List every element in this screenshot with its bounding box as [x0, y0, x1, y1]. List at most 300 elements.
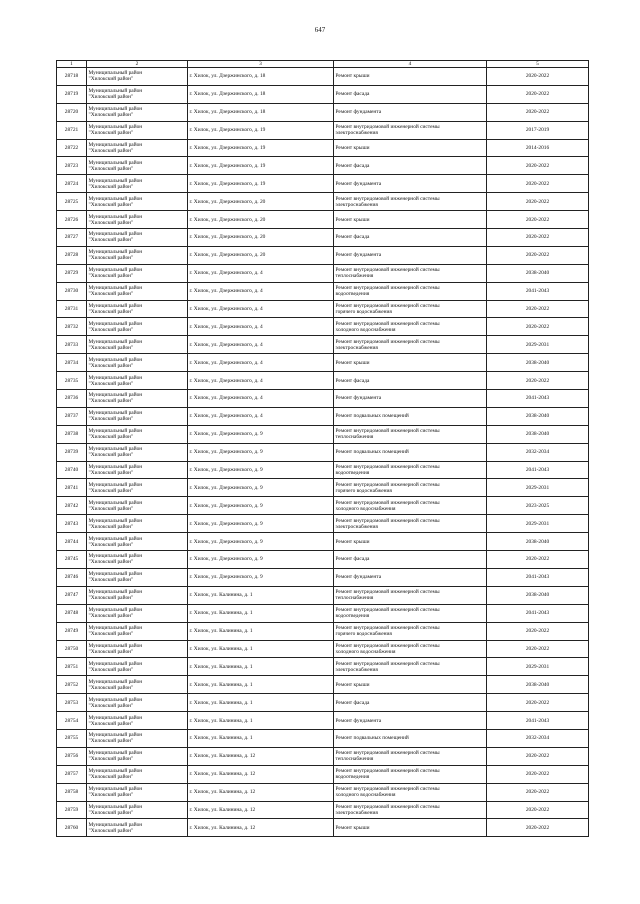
period-cell: 2038-2040: [487, 586, 589, 604]
table-row: [57, 479, 589, 497]
row-number-cell: 28731: [57, 300, 87, 318]
row-number-cell: 28729: [57, 264, 87, 282]
cell-line: Ремонт внутридомовой инженерной системы: [335, 589, 440, 596]
district-cell: [87, 282, 188, 300]
cell-line: "Хилокский район": [88, 559, 134, 566]
cell-line: Ремонт внутридомовой инженерной системы: [335, 338, 440, 345]
work-type-cell: [334, 712, 487, 730]
period-cell: 2029-2031: [487, 658, 589, 676]
table-row: [57, 193, 589, 211]
table-row: [57, 586, 589, 604]
district-cell: [87, 121, 188, 139]
cell-line: Муниципальный район: [88, 750, 143, 757]
address-cell: г. Хилок, ул. Дзержинского, д. 9: [188, 479, 334, 497]
cell-line: Ремонт крыши: [335, 538, 370, 545]
row-number-cell: 28759: [57, 801, 87, 819]
cell-line: "Хилокский район": [88, 720, 134, 727]
cell-line: Муниципальный район: [88, 88, 143, 95]
work-type-cell: [334, 282, 487, 300]
cell-line: "Хилокский район": [88, 148, 134, 154]
cell-line: Ремонт внутридомовой инженерной системы: [335, 517, 440, 524]
period-cell: 2020-2022: [487, 694, 589, 712]
table-row: [57, 85, 589, 103]
cell-line: Ремонт крыши: [335, 359, 370, 366]
cell-line: Муниципальный район: [88, 356, 143, 363]
cell-line: "Хилокский район": [88, 273, 134, 280]
period-cell: 2038-2040: [487, 264, 589, 282]
district-cell: [87, 443, 188, 461]
work-type-cell: [334, 801, 487, 819]
cell-line: "Хилокский район": [88, 452, 134, 459]
address-cell: г. Хилок, ул. Калинина, д. 12: [188, 819, 334, 837]
work-type-cell: [334, 640, 487, 658]
row-number-cell: 28722: [57, 139, 87, 157]
address-cell: г. Хилок, ул. Дзержинского, д. 20: [188, 229, 334, 247]
row-number-cell: 28719: [57, 85, 87, 103]
cell-line: "Хилокский район": [88, 165, 134, 172]
work-type-cell: [334, 443, 487, 461]
row-number-cell: 28738: [57, 425, 87, 443]
cell-line: холодного водоснабжения: [335, 648, 396, 655]
row-number-cell: 28742: [57, 497, 87, 515]
district-cell: [87, 694, 188, 712]
district-cell: [87, 819, 188, 837]
district-cell: [87, 264, 188, 282]
work-type-cell: [334, 354, 487, 372]
address-cell: г. Хилок, ул. Дзержинского, д. 9: [188, 515, 334, 533]
work-type-cell: [334, 729, 487, 747]
cell-line: Ремонт фундамента: [335, 717, 382, 724]
work-type-cell: [334, 479, 487, 497]
work-type-cell: [334, 193, 487, 211]
period-cell: 2020-2022: [487, 85, 589, 103]
cell-line: "Хилокский район": [88, 470, 134, 477]
cell-line: "Хилокский район": [88, 774, 134, 781]
work-type-cell: [334, 264, 487, 282]
district-cell: [87, 318, 188, 336]
cell-line: Ремонт внутридомовой инженерной системы: [335, 285, 440, 292]
row-number-cell: 28744: [57, 533, 87, 551]
row-number-cell: 28745: [57, 551, 87, 569]
table-row: [57, 640, 589, 658]
address-cell: г. Хилок, ул. Калинина, д. 1: [188, 658, 334, 676]
row-number-cell: 28749: [57, 622, 87, 640]
table-row: [57, 783, 589, 801]
cell-line: холодного водоснабжения: [335, 326, 396, 333]
cell-line: Муниципальный район: [88, 446, 143, 453]
period-cell: 2032-2034: [487, 443, 589, 461]
table-row: [57, 211, 589, 229]
district-cell: [87, 390, 188, 408]
row-number-cell: 28752: [57, 676, 87, 694]
period-cell: 2041-2043: [487, 390, 589, 408]
period-cell: 2020-2022: [487, 229, 589, 247]
district-cell: [87, 622, 188, 640]
cell-line: "Хилокский район": [88, 523, 134, 530]
row-number-cell: 28740: [57, 461, 87, 479]
period-cell: 2020-2022: [487, 783, 589, 801]
table-row: [57, 157, 589, 175]
district-cell: [87, 68, 188, 86]
district-cell: [87, 497, 188, 515]
district-cell: [87, 300, 188, 318]
work-type-cell: [334, 533, 487, 551]
cell-line: Муниципальный район: [88, 338, 143, 345]
address-cell: г. Хилок, ул. Дзержинского, д. 9: [188, 443, 334, 461]
address-cell: г. Хилок, ул. Дзержинского, д. 4: [188, 372, 334, 390]
address-cell: г. Хилок, ул. Дзержинского, д. 19: [188, 139, 334, 157]
cell-line: водоотведения: [335, 291, 370, 298]
district-cell: [87, 712, 188, 730]
district-cell: [87, 211, 188, 229]
cell-line: горячего водоснабжения: [335, 487, 392, 494]
district-cell: [87, 658, 188, 676]
address-cell: г. Хилок, ул. Дзержинского, д. 4: [188, 336, 334, 354]
cell-line: Ремонт крыши: [335, 216, 370, 223]
cell-line: Ремонт внутридомовой инженерной системы: [335, 499, 440, 506]
table-row: [57, 336, 589, 354]
period-cell: 2020-2022: [487, 765, 589, 783]
cell-line: Муниципальный район: [88, 106, 143, 113]
cell-line: холодного водоснабжения: [335, 505, 396, 512]
table-row: [57, 533, 589, 551]
cell-line: "Хилокский район": [88, 309, 134, 316]
table-row: [57, 658, 589, 676]
cell-line: теплоснабжения: [335, 756, 374, 763]
cell-line: Ремонт внутридомовой инженерной системы: [335, 768, 440, 775]
table-row: [57, 497, 589, 515]
cell-line: "Хилокский район": [88, 130, 134, 137]
district-cell: [87, 157, 188, 175]
cell-line: "Хилокский район": [88, 434, 134, 441]
table-row: [57, 551, 589, 569]
cell-line: Ремонт внутридомовой инженерной системы: [335, 195, 440, 202]
address-cell: г. Хилок, ул. Дзержинского, д. 19: [188, 157, 334, 175]
table-row: [57, 68, 589, 86]
row-number-cell: 28721: [57, 121, 87, 139]
row-number-cell: 28734: [57, 354, 87, 372]
cell-line: Ремонт внутридомовой инженерной системы: [335, 267, 440, 274]
work-type-cell: [334, 658, 487, 676]
cell-line: "Хилокский район": [88, 756, 134, 763]
cell-line: Муниципальный район: [88, 374, 143, 381]
cell-line: "Хилокский район": [88, 416, 134, 423]
cell-line: Муниципальный район: [88, 303, 143, 310]
address-cell: г. Хилок, ул. Калинина, д. 1: [188, 622, 334, 640]
cell-line: Муниципальный район: [88, 660, 143, 667]
district-cell: [87, 783, 188, 801]
cell-line: Ремонт крыши: [335, 73, 370, 80]
district-cell: [87, 193, 188, 211]
cell-line: Ремонт внутридомовой инженерной системы: [335, 303, 440, 310]
work-type-cell: [334, 246, 487, 264]
period-cell: 2014-2016: [487, 139, 589, 157]
cell-line: "Хилокский район": [88, 595, 134, 602]
cell-line: Муниципальный район: [88, 249, 143, 256]
period-cell: 2041-2043: [487, 604, 589, 622]
work-type-cell: [334, 407, 487, 425]
cell-line: Муниципальный район: [88, 195, 143, 202]
work-type-cell: [334, 425, 487, 443]
cell-line: Ремонт внутридомовой инженерной системы: [335, 124, 440, 131]
cell-line: Ремонт фасада: [335, 699, 370, 706]
cell-line: Муниципальный район: [88, 714, 143, 721]
address-cell: г. Хилок, ул. Калинина, д. 1: [188, 604, 334, 622]
cell-line: "Хилокский район": [88, 648, 134, 655]
cell-line: "Хилокский район": [88, 487, 134, 494]
work-type-cell: [334, 318, 487, 336]
address-cell: г. Хилок, ул. Дзержинского, д. 9: [188, 533, 334, 551]
address-cell: г. Хилок, ул. Дзержинского, д. 20: [188, 193, 334, 211]
period-cell: 2020-2022: [487, 103, 589, 121]
work-type-cell: [334, 103, 487, 121]
period-cell: 2020-2022: [487, 747, 589, 765]
cell-line: Муниципальный район: [88, 768, 143, 775]
cell-line: "Хилокский район": [88, 255, 134, 262]
cell-line: Муниципальный район: [88, 124, 143, 131]
table-row: [57, 747, 589, 765]
table-row: [57, 390, 589, 408]
cell-line: электроснабжения: [335, 344, 378, 351]
cell-line: "Хилокский район": [88, 183, 134, 190]
row-number-cell: 28751: [57, 658, 87, 676]
table-row: [57, 729, 589, 747]
address-cell: г. Хилок, ул. Дзержинского, д. 9: [188, 497, 334, 515]
row-number-cell: 28733: [57, 336, 87, 354]
address-cell: г. Хилок, ул. Дзержинского, д. 4: [188, 354, 334, 372]
period-cell: 2020-2022: [487, 551, 589, 569]
cell-line: водоотведения: [335, 470, 370, 477]
column-header: 3: [188, 61, 334, 68]
cell-line: электроснабжения: [335, 523, 378, 530]
district-cell: [87, 246, 188, 264]
work-type-cell: [334, 372, 487, 390]
work-type-cell: [334, 157, 487, 175]
period-cell: 2038-2040: [487, 407, 589, 425]
district-cell: [87, 568, 188, 586]
cell-line: "Хилокский район": [88, 398, 134, 405]
cell-line: "Хилокский район": [88, 219, 134, 226]
district-cell: [87, 676, 188, 694]
district-cell: [87, 229, 188, 247]
cell-line: "Хилокский район": [88, 201, 134, 208]
address-cell: г. Хилок, ул. Калинина, д. 1: [188, 712, 334, 730]
row-number-cell: 28724: [57, 175, 87, 193]
district-cell: [87, 551, 188, 569]
cell-line: "Хилокский район": [88, 362, 134, 369]
cell-line: Ремонт фундамента: [335, 180, 382, 187]
cell-line: Муниципальный район: [88, 213, 143, 220]
cell-line: "Хилокский район": [88, 344, 134, 351]
row-number-cell: 28746: [57, 568, 87, 586]
address-cell: г. Хилок, ул. Дзержинского, д. 9: [188, 568, 334, 586]
cell-line: водоотведения: [335, 774, 370, 781]
table-row: [57, 300, 589, 318]
cell-line: Ремонт фасада: [335, 234, 370, 241]
column-header: 2: [87, 61, 188, 68]
table-row: [57, 264, 589, 282]
work-type-cell: [334, 85, 487, 103]
work-type-cell: [334, 461, 487, 479]
cell-line: "Хилокский район": [88, 792, 134, 799]
table-row: [57, 568, 589, 586]
table-row: [57, 765, 589, 783]
row-number-cell: 28718: [57, 68, 87, 86]
row-number-cell: 28720: [57, 103, 87, 121]
work-type-cell: [334, 229, 487, 247]
period-cell: 2041-2043: [487, 712, 589, 730]
district-cell: [87, 533, 188, 551]
period-cell: 2020-2022: [487, 246, 589, 264]
district-cell: [87, 479, 188, 497]
cell-line: Ремонт фундамента: [335, 109, 382, 116]
cell-line: Муниципальный район: [88, 678, 143, 685]
cell-line: электроснабжения: [335, 130, 378, 137]
district-cell: [87, 801, 188, 819]
table-row: [57, 103, 589, 121]
cell-line: Ремонт внутридомовой инженерной системы: [335, 625, 440, 632]
cell-line: "Хилокский район": [88, 577, 134, 584]
period-cell: 2029-2031: [487, 479, 589, 497]
cell-line: Ремонт фасада: [335, 162, 370, 169]
address-cell: г. Хилок, ул. Дзержинского, д. 4: [188, 300, 334, 318]
cell-line: Ремонт подвальных помещений: [335, 449, 409, 456]
cell-line: Ремонт фасада: [335, 91, 370, 98]
work-type-cell: [334, 747, 487, 765]
row-number-cell: 28723: [57, 157, 87, 175]
address-cell: г. Хилок, ул. Калинина, д. 1: [188, 676, 334, 694]
work-type-cell: [334, 515, 487, 533]
row-number-cell: 28748: [57, 604, 87, 622]
work-type-cell: [334, 676, 487, 694]
period-cell: 2038-2040: [487, 425, 589, 443]
cell-line: Ремонт фундамента: [335, 252, 382, 259]
cell-line: теплоснабжения: [335, 273, 374, 280]
row-number-cell: 28753: [57, 694, 87, 712]
cell-line: Ремонт подвальных помещений: [335, 413, 409, 420]
work-type-cell: [334, 175, 487, 193]
cell-line: горячего водоснабжения: [335, 631, 392, 638]
row-number-cell: 28728: [57, 246, 87, 264]
cell-line: электроснабжения: [335, 201, 378, 208]
row-number-cell: 28747: [57, 586, 87, 604]
cell-line: Ремонт внутридомовой инженерной системы: [335, 786, 440, 793]
table-row: [57, 443, 589, 461]
period-cell: 2020-2022: [487, 801, 589, 819]
cell-line: Муниципальный район: [88, 392, 143, 399]
address-cell: г. Хилок, ул. Калинина, д. 12: [188, 765, 334, 783]
row-number-cell: 28756: [57, 747, 87, 765]
district-cell: [87, 729, 188, 747]
cell-line: "Хилокский район": [88, 237, 134, 244]
period-cell: 2020-2022: [487, 372, 589, 390]
cell-line: Муниципальный район: [88, 231, 143, 238]
column-number-header-row: [57, 61, 589, 68]
cell-line: Муниципальный район: [88, 499, 143, 506]
cell-line: Муниципальный район: [88, 803, 143, 810]
cell-line: Ремонт крыши: [335, 681, 370, 688]
cell-line: Муниципальный район: [88, 607, 143, 614]
cell-line: Ремонт внутридомовой инженерной системы: [335, 803, 440, 810]
cell-line: Муниципальный район: [88, 464, 143, 471]
period-cell: 2029-2031: [487, 515, 589, 533]
cell-line: Муниципальный район: [88, 642, 143, 649]
cell-line: "Хилокский район": [88, 380, 134, 387]
period-cell: 2020-2022: [487, 640, 589, 658]
table-row: [57, 246, 589, 264]
cell-line: Муниципальный район: [88, 320, 143, 327]
period-cell: 2020-2022: [487, 193, 589, 211]
work-type-cell: [334, 819, 487, 837]
cell-line: "Хилокский район": [88, 541, 134, 548]
row-number-cell: 28737: [57, 407, 87, 425]
district-cell: [87, 604, 188, 622]
work-type-cell: [334, 121, 487, 139]
district-cell: [87, 103, 188, 121]
address-cell: г. Хилок, ул. Дзержинского, д. 4: [188, 264, 334, 282]
cell-line: Ремонт внутридомовой инженерной системы: [335, 750, 440, 757]
row-number-cell: 28730: [57, 282, 87, 300]
period-cell: 2017-2019: [487, 121, 589, 139]
district-cell: [87, 85, 188, 103]
address-cell: г. Хилок, ул. Калинина, д. 1: [188, 694, 334, 712]
work-type-cell: [334, 586, 487, 604]
cell-line: Ремонт фасада: [335, 377, 370, 384]
cell-line: "Хилокский район": [88, 827, 134, 834]
table-row: [57, 121, 589, 139]
cell-line: "Хилокский район": [88, 702, 134, 709]
work-type-cell: [334, 694, 487, 712]
cell-line: "Хилокский район": [88, 326, 134, 333]
period-cell: 2020-2022: [487, 175, 589, 193]
table-row: [57, 622, 589, 640]
cell-line: Муниципальный район: [88, 571, 143, 578]
address-cell: г. Хилок, ул. Дзержинского, д. 9: [188, 425, 334, 443]
cell-line: "Хилокский район": [88, 631, 134, 638]
cell-line: Муниципальный район: [88, 159, 143, 166]
cell-line: "Хилокский район": [88, 76, 134, 83]
cell-line: "Хилокский район": [88, 809, 134, 816]
column-header: 5: [487, 61, 589, 68]
district-cell: [87, 354, 188, 372]
work-type-cell: [334, 300, 487, 318]
cell-line: Муниципальный район: [88, 177, 143, 184]
cell-line: Ремонт внутридомовой инженерной системы: [335, 464, 440, 471]
cell-line: теплоснабжения: [335, 434, 374, 441]
cell-line: Ремонт фундамента: [335, 395, 382, 402]
address-cell: г. Хилок, ул. Дзержинского, д. 9: [188, 551, 334, 569]
cell-line: теплоснабжения: [335, 595, 374, 602]
table-row: [57, 282, 589, 300]
work-type-cell: [334, 497, 487, 515]
table-row: [57, 407, 589, 425]
cell-line: Муниципальный район: [88, 481, 143, 488]
table-row: [57, 461, 589, 479]
table-row: [57, 515, 589, 533]
address-cell: г. Хилок, ул. Дзержинского, д. 18: [188, 85, 334, 103]
cell-line: "Хилокский район": [88, 738, 134, 745]
row-number-cell: 28732: [57, 318, 87, 336]
period-cell: 2041-2043: [487, 461, 589, 479]
period-cell: 2038-2040: [487, 533, 589, 551]
row-number-cell: 28739: [57, 443, 87, 461]
work-type-cell: [334, 336, 487, 354]
work-type-cell: [334, 139, 487, 157]
row-number-cell: 28741: [57, 479, 87, 497]
column-header: 1: [57, 61, 87, 68]
work-type-cell: [334, 622, 487, 640]
row-number-cell: 28725: [57, 193, 87, 211]
